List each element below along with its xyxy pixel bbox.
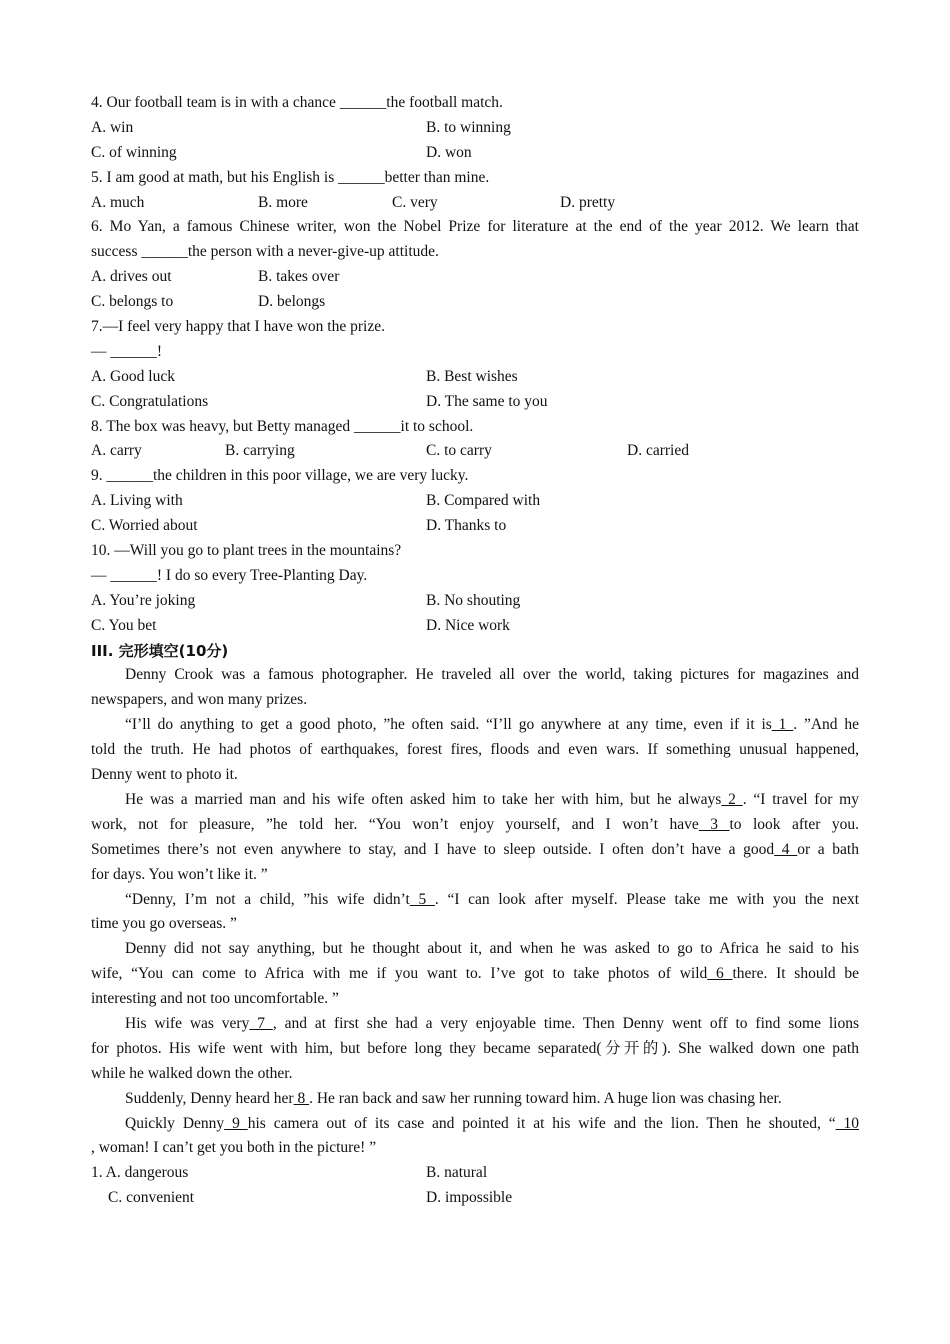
- option-a[interactable]: A. drives out: [91, 268, 172, 286]
- question-7-stem-line-2: — ______!: [91, 342, 163, 360]
- passage-text: his camera out of its case and pointed it at his wife and the lion. Then he shouted, “: [247, 1114, 836, 1132]
- question-4-options-row-2: [91, 141, 859, 166]
- passage-text: He was a married man and his wife often asked him to take her with him, but he always: [125, 790, 722, 808]
- question-6-stem-line-1: 6. Mo Yan, a famous Chinese writer, won the Nobel Prize for literature at the end of the year 2012. We learn that: [91, 218, 859, 236]
- passage-text: to look after you.: [729, 815, 859, 833]
- option-a[interactable]: A. carry: [91, 442, 142, 460]
- option-c[interactable]: C. Congratulations: [91, 392, 209, 410]
- option-c[interactable]: C. of winning: [91, 143, 177, 161]
- question-7-options-row-2: [91, 390, 859, 415]
- passage-line: time you go overseas. ”: [91, 915, 237, 933]
- passage-line: for days. You won’t like it. ”: [91, 865, 268, 883]
- passage-line: told the truth. He had photos of earthquakes, forest fires, floods and even wars. If something unusual happened,: [91, 741, 859, 759]
- passage-line: newspapers, and won many prizes.: [91, 691, 308, 709]
- option-a[interactable]: A. win: [91, 118, 134, 136]
- question-8-stem: 8. The box was heavy, but Betty managed ______it to school.: [91, 417, 474, 435]
- option-a[interactable]: A. much: [91, 193, 145, 211]
- option-a[interactable]: A. Living with: [91, 492, 183, 510]
- question-10-stem-line-1: 10. —Will you go to plant trees in the mountains?: [91, 542, 402, 560]
- blank-8[interactable]: 8: [293, 1089, 310, 1107]
- passage-line: [91, 813, 859, 838]
- passage-text: wife, “You can come to Africa with me if you want to. I’ve got to take photos of wild: [91, 965, 708, 983]
- question-9-options-row-1: [91, 489, 859, 514]
- option-a[interactable]: A. Good luck: [91, 367, 175, 385]
- option-b[interactable]: B. natural: [426, 1164, 488, 1182]
- passage-text: , and at first she had a very enjoyable time. Then Denny went off to find some lions: [272, 1014, 860, 1032]
- passage-line: [91, 962, 859, 987]
- option-a[interactable]: 1. A. dangerous: [91, 1164, 189, 1182]
- passage-line: Denny Crook was a famous photographer. He traveled all over the world, taking pictures for magazines and: [125, 666, 859, 684]
- question-6-stem-line-2: success ______the person with a never-give-up attitude.: [91, 243, 439, 261]
- passage-line: [91, 1112, 859, 1137]
- question-8-options: [91, 439, 859, 464]
- option-d[interactable]: D. Nice work: [426, 616, 510, 634]
- option-a[interactable]: A. You’re joking: [91, 591, 196, 609]
- passage-text: work, not for pleasure, ”he told her. “You won’t enjoy yourself, and I won’t have: [91, 815, 699, 833]
- option-d[interactable]: D. carried: [627, 442, 689, 460]
- option-d[interactable]: D. The same to you: [426, 392, 548, 410]
- passage-line: [91, 1087, 859, 1112]
- passage-line: for photos. His wife went with him, but before long they became separated(分开的). She walked down one path: [91, 1039, 859, 1057]
- blank-9[interactable]: 9: [224, 1114, 248, 1132]
- passage-text: “Denny, I’m not a child, ”his wife didn’t: [125, 890, 410, 908]
- passage-line: Denny did not say anything, but he thought about it, and when he was asked to go to Africa he said to his: [125, 940, 859, 958]
- option-b[interactable]: B. Compared with: [426, 492, 541, 510]
- passage-text: there. It should be: [732, 965, 859, 983]
- cloze-question-1-options-row-2: [91, 1186, 859, 1211]
- blank-7[interactable]: 7: [249, 1014, 273, 1032]
- passage-text: . “I can look after myself. Please take me with you the next: [434, 890, 859, 908]
- question-7-stem-line-1: 7.—I feel very happy that I have won the prize.: [91, 318, 385, 336]
- question-6-options-row-1: [91, 265, 859, 290]
- question-9-options-row-2: [91, 514, 859, 539]
- blank-5[interactable]: 5: [409, 890, 435, 908]
- passage-text: Suddenly, Denny heard her: [125, 1089, 294, 1107]
- option-c[interactable]: C. to carry: [426, 442, 492, 460]
- passage-line: Denny went to photo it.: [91, 766, 238, 784]
- passage-line: interesting and not too uncomfortable. ”: [91, 990, 339, 1008]
- option-d[interactable]: D. Thanks to: [426, 517, 507, 535]
- blank-4[interactable]: 4: [774, 840, 798, 858]
- passage-text: . “I travel for my: [742, 790, 859, 808]
- passage-line: [91, 713, 859, 738]
- passage-text: . He ran back and saw her running toward him. A huge lion was chasing her.: [309, 1089, 782, 1107]
- question-10-options-row-2: [91, 614, 859, 639]
- option-c[interactable]: C. You bet: [91, 616, 157, 634]
- option-b[interactable]: B. carrying: [225, 442, 295, 460]
- question-5-options: [91, 191, 859, 216]
- option-b[interactable]: B. Best wishes: [426, 367, 518, 385]
- blank-1[interactable]: 1: [771, 716, 794, 734]
- question-5-stem: 5. I am good at math, but his English is ______better than mine.: [91, 168, 490, 186]
- passage-text: “I’ll do anything to get a good photo, ”he often said. “I’ll go anywhere at any time, even if it is: [125, 716, 772, 734]
- option-d[interactable]: D. pretty: [560, 193, 616, 211]
- passage-text: . ”And he: [793, 716, 860, 734]
- option-c[interactable]: C. belongs to: [91, 293, 174, 311]
- cloze-question-1-options-row-1: [91, 1161, 859, 1186]
- question-4-options-row-1: [91, 116, 859, 141]
- blank-6[interactable]: 6: [707, 965, 733, 983]
- question-7-options-row-1: [91, 365, 859, 390]
- option-b[interactable]: B. No shouting: [426, 591, 521, 609]
- exam-page: [91, 91, 859, 1211]
- question-6-options-row-2: [91, 290, 859, 315]
- section-title: III. 完形填空(10分): [91, 641, 229, 660]
- option-d[interactable]: D. won: [426, 143, 472, 161]
- blank-2[interactable]: 2: [721, 790, 743, 808]
- blank-10[interactable]: 10: [835, 1114, 860, 1132]
- option-b[interactable]: B. to winning: [426, 118, 511, 136]
- question-4-stem: 4. Our football team is in with a chance ______the football match.: [91, 94, 503, 111]
- passage-line: [91, 888, 859, 913]
- passage-line: [91, 838, 859, 863]
- passage-text: or a bath: [797, 840, 859, 858]
- question-10-stem-line-2: — ______! I do so every Tree-Planting Day.: [91, 566, 368, 584]
- option-b[interactable]: B. more: [258, 193, 308, 211]
- passage-text: Sometimes there’s not even anywhere to stay, and I have to sleep outside. I often don’t have a good: [91, 840, 775, 858]
- passage-line: while he walked down the other.: [91, 1064, 293, 1082]
- question-9-stem: 9. ______the children in this poor village, we are very lucky.: [91, 467, 469, 485]
- option-d[interactable]: D. belongs: [258, 293, 326, 311]
- question-10-options-row-1: [91, 589, 859, 614]
- option-c[interactable]: C. convenient: [108, 1189, 195, 1207]
- option-d[interactable]: D. impossible: [426, 1189, 513, 1207]
- blank-3[interactable]: 3: [698, 815, 730, 833]
- passage-line: [91, 788, 859, 813]
- passage-line: [91, 1012, 859, 1037]
- passage-text: His wife was very: [125, 1014, 250, 1032]
- option-b[interactable]: B. takes over: [258, 268, 340, 286]
- option-c[interactable]: C. Worried about: [91, 517, 198, 535]
- passage-text: Quickly Denny: [125, 1114, 225, 1132]
- option-c[interactable]: C. very: [392, 193, 438, 211]
- passage-line: , woman! I can’t get you both in the picture! ”: [91, 1139, 377, 1157]
